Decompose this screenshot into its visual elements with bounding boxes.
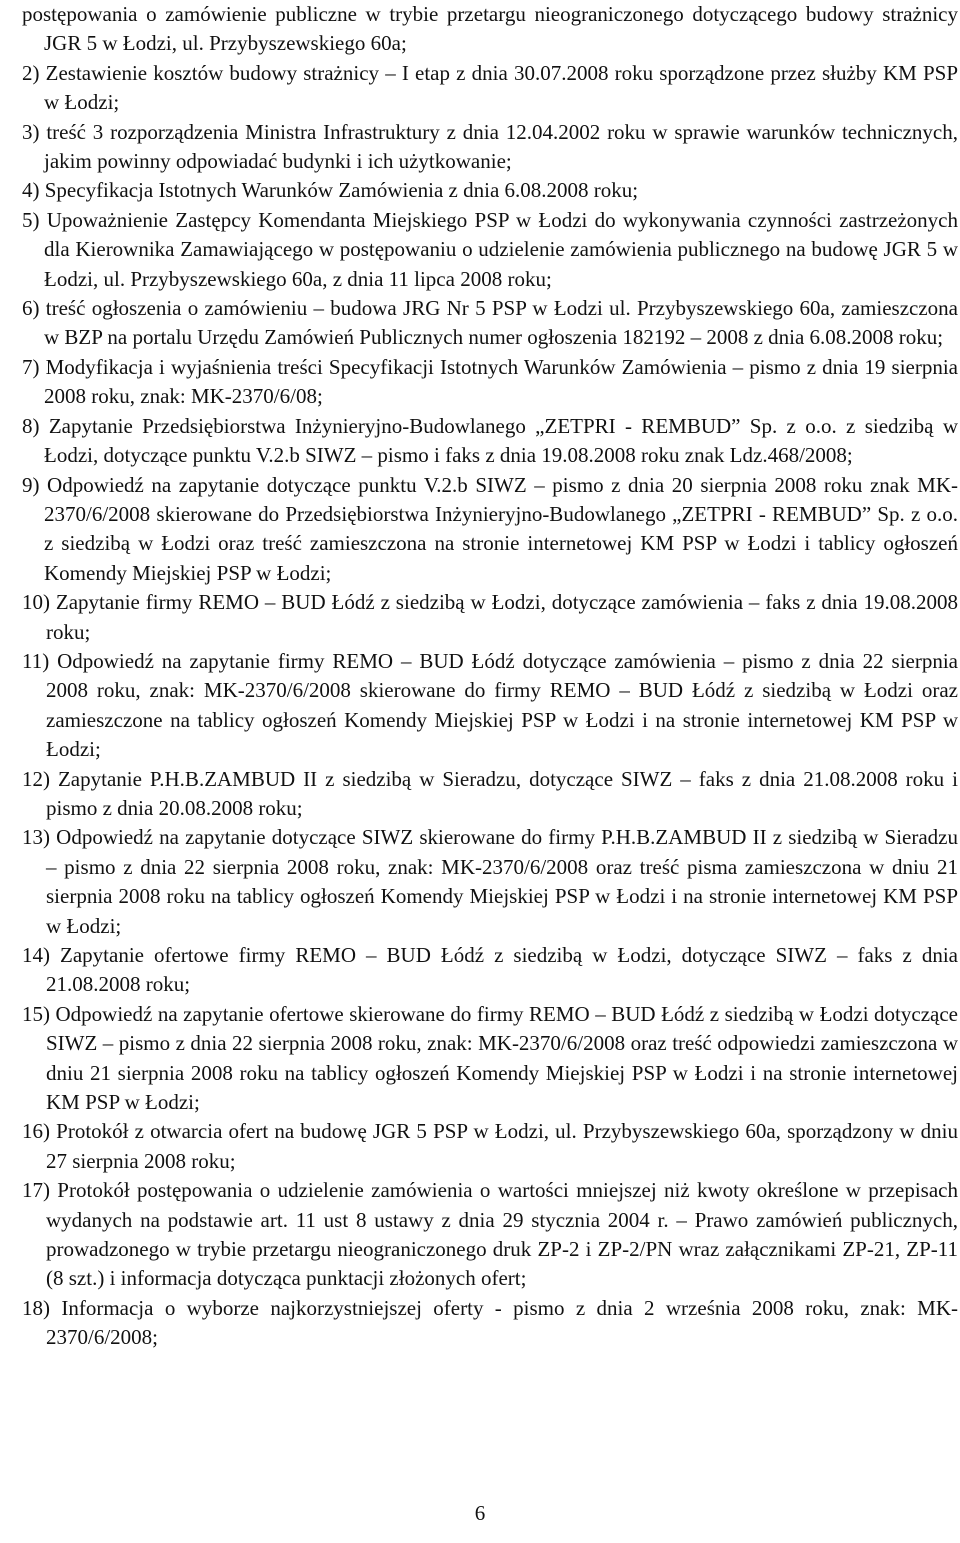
- page-number: 6: [474, 1501, 486, 1525]
- list-item-11: 11) Odpowiedź na zapytanie firmy REMO – BUD Łódź dotyczące zamówienia – pismo z dnia 22 sierpnia 2008 roku, znak: MK-2370/6/2008 skierowane do firmy REMO – BUD Łódź z siedzibą w Łodzi oraz zamieszczone na tablicy ogłoszeń Komendy Miejskiej PSP w Łodzi i na stronie internetowej KM PSP w Łodzi;: [22, 648, 958, 762]
- list-item-10: 10) Zapytanie firmy REMO – BUD Łódź z siedzibą w Łodzi, dotyczące zamówienia – faks z dnia 19.08.2008 roku;: [22, 590, 958, 644]
- list-item-13: 13) Odpowiedź na zapytanie dotyczące SIWZ skierowane do firmy P.H.B.ZAMBUD II z siedzibą w Sieradzu – pismo z dnia 22 sierpnia 2008 roku, znak: MK-2370/6/2008 oraz treść pisma zamieszczona w dniu 21 sierpnia 2008 roku na tablicy ogłoszeń Komendy Miejskiej PSP w Łodzi i na stronie internetowej KM PSP w Łodzi;: [22, 825, 958, 938]
- list-item-15: 15) Odpowiedź na zapytanie ofertowe skierowane do firmy REMO – BUD Łódź z siedzibą w Łodzi dotyczące SIWZ – pismo z dnia 22 sierpnia 2008 roku, znak: MK-2370/6/2008 oraz treść odpowiedzi zamieszczona w dniu 21 sierpnia 2008 roku na tablicy ogłoszeń Komendy Miejskiej PSP w Łodzi i na stronie internetowej KM PSP w Łodzi;: [22, 1001, 958, 1115]
- list-item-9: 9) Odpowiedź na zapytanie dotyczące punktu V.2.b SIWZ – pismo z dnia 20 sierpnia 2008 roku znak MK-2370/6/2008 skierowane do Przedsiębiorstwa Inżynieryjno-Budowlanego „ZETPRI - REMBUD” Sp. z o.o. z siedzibą w Łodzi oraz treść zamieszczona na stronie internetowej KM PSP w Łodzi i tablicy ogłoszeń Komendy Miejskiej PSP w Łodzi;: [22, 472, 958, 585]
- list-item-2: 2) Zestawienie kosztów budowy strażnicy – I etap z dnia 30.07.2008 roku sporządzone przez służby KM PSP w Łodzi;: [22, 60, 958, 115]
- list-item-6: 6) treść ogłoszenia o zamówieniu – budowa JRG Nr 5 PSP w Łodzi ul. Przybyszewskiego 60a, zamieszczona w BZP na portalu Urzędu Zamówień Publicznych numer ogłoszenia 182192 – 2008 z dnia 6.08.2008 roku;: [22, 296, 958, 350]
- list-item-5: 5) Upoważnienie Zastępcy Komendanta Miejskiego PSP w Łodzi do wykonywania czynności zastrzeżonych dla Kierownika Zamawiającego w postępowaniu o udzielenie zamówienia publicznego na budowę JGR 5 w Łodzi, ul. Przybyszewskiego 60a, z dnia 11 lipca 2008 roku;: [22, 207, 958, 291]
- list-item-17: 17) Protokół postępowania o udzielenie zamówienia o wartości mniejszej niż kwoty określone w przepisach wydanych na podstawie art. 11 ust 8 ustawy z dnia 29 stycznia 2004 r. – Prawo zamówień publicznych, prowadzonego w trybie przetargu nieograniczonego druk ZP-2 i ZP-2/PN wraz załącznikami ZP-21, ZP-11 (8 szt.) i informacja dotycząca punktacji złożonych ofert;: [22, 1178, 958, 1291]
- list-item-12: 12) Zapytanie P.H.B.ZAMBUD II z siedzibą w Sieradzu, dotyczące SIWZ – faks z dnia 21.08.2008 roku i pismo z dnia 20.08.2008 roku;: [22, 766, 958, 820]
- list-item-3: 3) treść 3 rozporządzenia Ministra Infrastruktury z dnia 12.04.2002 roku w sprawie warunków technicznych, jakim powinny odpowiadać budynki i ich użytkowanie;: [22, 119, 958, 174]
- attachment-list: [22, 0, 958, 1353]
- list-item-16: 16) Protokół z otwarcia ofert na budowę JGR 5 PSP w Łodzi, ul. Przybyszewskiego 60a, sporządzony w dniu 27 sierpnia 2008 roku;: [22, 1119, 958, 1173]
- list-item-18: 18) Informacja o wyborze najkorzystniejszej oferty - pismo z dnia 2 września 2008 roku, znak: MK-2370/6/2008;: [22, 1295, 958, 1350]
- list-item-14: 14) Zapytanie ofertowe firmy REMO – BUD Łódź z siedzibą w Łodzi, dotyczące SIWZ – faks z dnia 21.08.2008 roku;: [22, 943, 958, 997]
- list-item-7: 7) Modyfikacja i wyjaśnienia treści Specyfikacji Istotnych Warunków Zamówienia – pismo z dnia 19 sierpnia 2008 roku, znak: MK-2370/6/08;: [22, 354, 958, 409]
- list-item-continuation: postępowania o zamówienie publiczne w trybie przetargu nieograniczonego dotyczącego budowy strażnicy JGR 5 w Łodzi, ul. Przybyszewskiego 60a;: [22, 2, 958, 56]
- list-item-4: 4) Specyfikacja Istotnych Warunków Zamówienia z dnia 6.08.2008 roku;: [22, 178, 639, 203]
- list-item-8: 8) Zapytanie Przedsiębiorstwa Inżynieryjno-Budowlanego „ZETPRI - REMBUD” Sp. z o.o. z siedzibą w Łodzi, dotyczące punktu V.2.b SIWZ – pismo i faks z dnia 19.08.2008 roku znak Ldz.468/2008;: [22, 413, 958, 468]
